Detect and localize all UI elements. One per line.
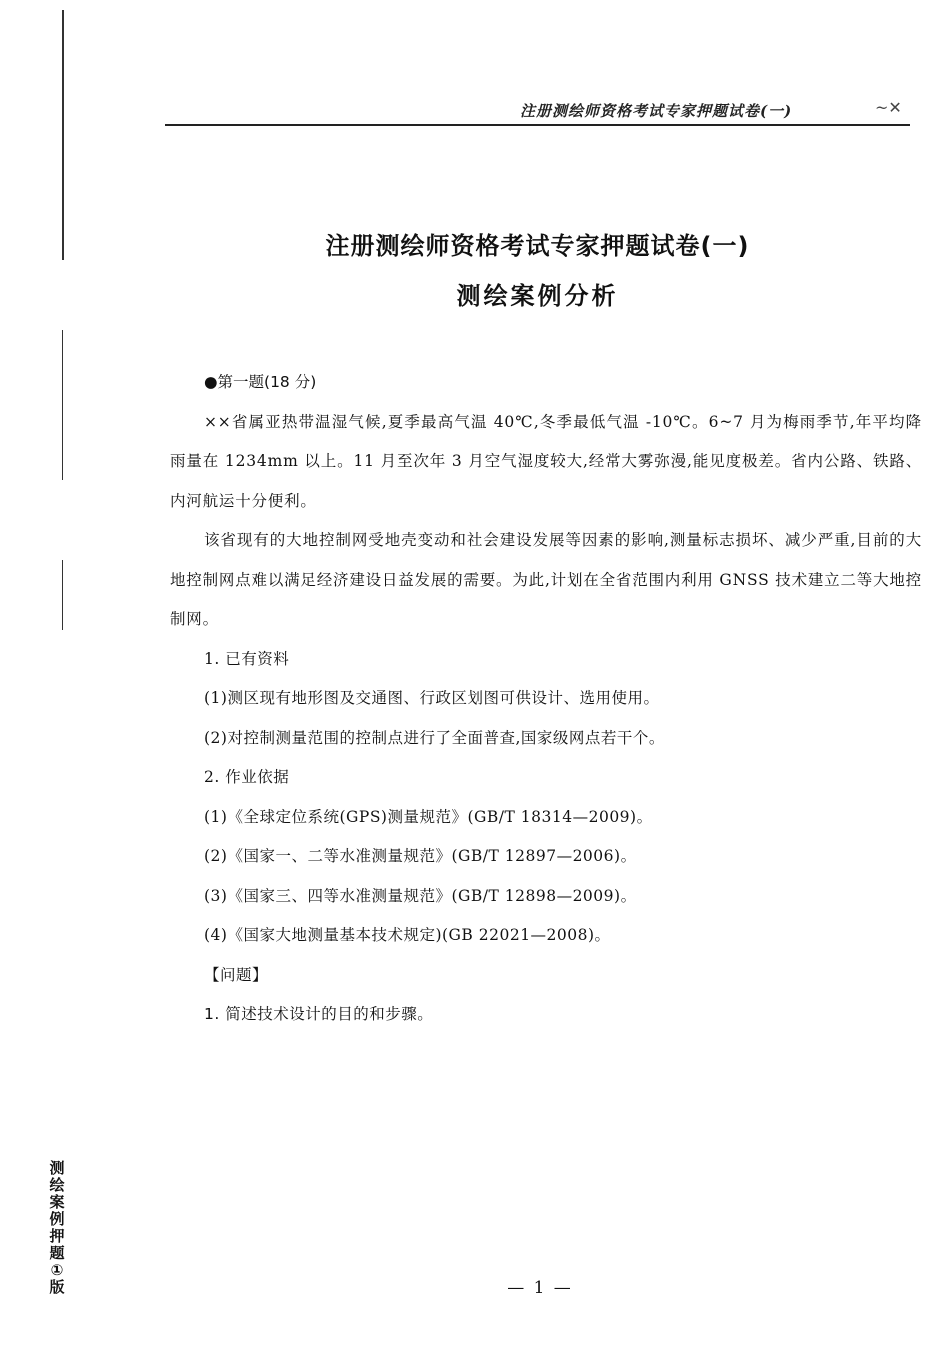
materials-heading: 1. 已有资料 — [204, 649, 290, 668]
binding-edge-mark — [62, 560, 63, 630]
basis-heading: 2. 作业依据 — [204, 768, 290, 787]
list-item: (2)《国家一、二等水准测量规范》(GB/T 12897—2006)。 — [204, 847, 637, 866]
header-rule — [165, 124, 910, 126]
ornament-icon: ~✕ — [875, 98, 902, 117]
list-item: (2)对控制测量范围的控制点进行了全面普查,国家级网点若干个。 — [204, 728, 665, 747]
list-item: (1)测区现有地形图及交通图、行政区划图可供设计、选用使用。 — [204, 689, 660, 708]
body-text — [170, 370, 922, 1035]
list-item: (3)《国家三、四等水准测量规范》(GB/T 12898—2009)。 — [204, 886, 637, 905]
page-title: 注册测绘师资格考试专家押题试卷(一) — [325, 232, 750, 260]
running-head: 注册测绘师资格考试专家押题试卷(一) — [520, 102, 793, 120]
side-label: 测绘案例押题①版 — [49, 1159, 65, 1296]
list-item: (4)《国家大地测量基本技术规定)(GB 22021—2008)。 — [204, 926, 611, 945]
paragraph: ××省属亚热带温湿气候,夏季最高气温 40℃,冬季最低气温 -10℃。6~7 月为梅雨季节,年平均降雨量在 1234mm 以上。11 月至次年 3 月空气湿度较大,经常大雾弥漫,能见度极差。省内公路、铁路、内河航运十分便利。 — [170, 412, 922, 510]
binding-edge-mark — [62, 330, 63, 480]
problem-heading: 【问题】 — [204, 965, 269, 984]
page-subtitle: 测绘案例分析 — [456, 282, 619, 310]
paragraph: 该省现有的大地控制网受地壳变动和社会建设发展等因素的影响,测量标志损坏、减少严重,目前的大地控制网点难以满足经济建设日益发展的需要。为此,计划在全省范围内利用 GNSS 技术建立二等大地控制网。 — [170, 531, 922, 629]
problem-item: 1. 简述技术设计的目的和步骤。 — [204, 1005, 434, 1024]
question-heading: ●第一题(18 分) — [204, 373, 317, 391]
binding-edge-mark — [62, 10, 64, 260]
list-item: (1)《全球定位系统(GPS)测量规范》(GB/T 18314—2009)。 — [204, 807, 653, 826]
page-number: — 1 — — [507, 1278, 573, 1298]
